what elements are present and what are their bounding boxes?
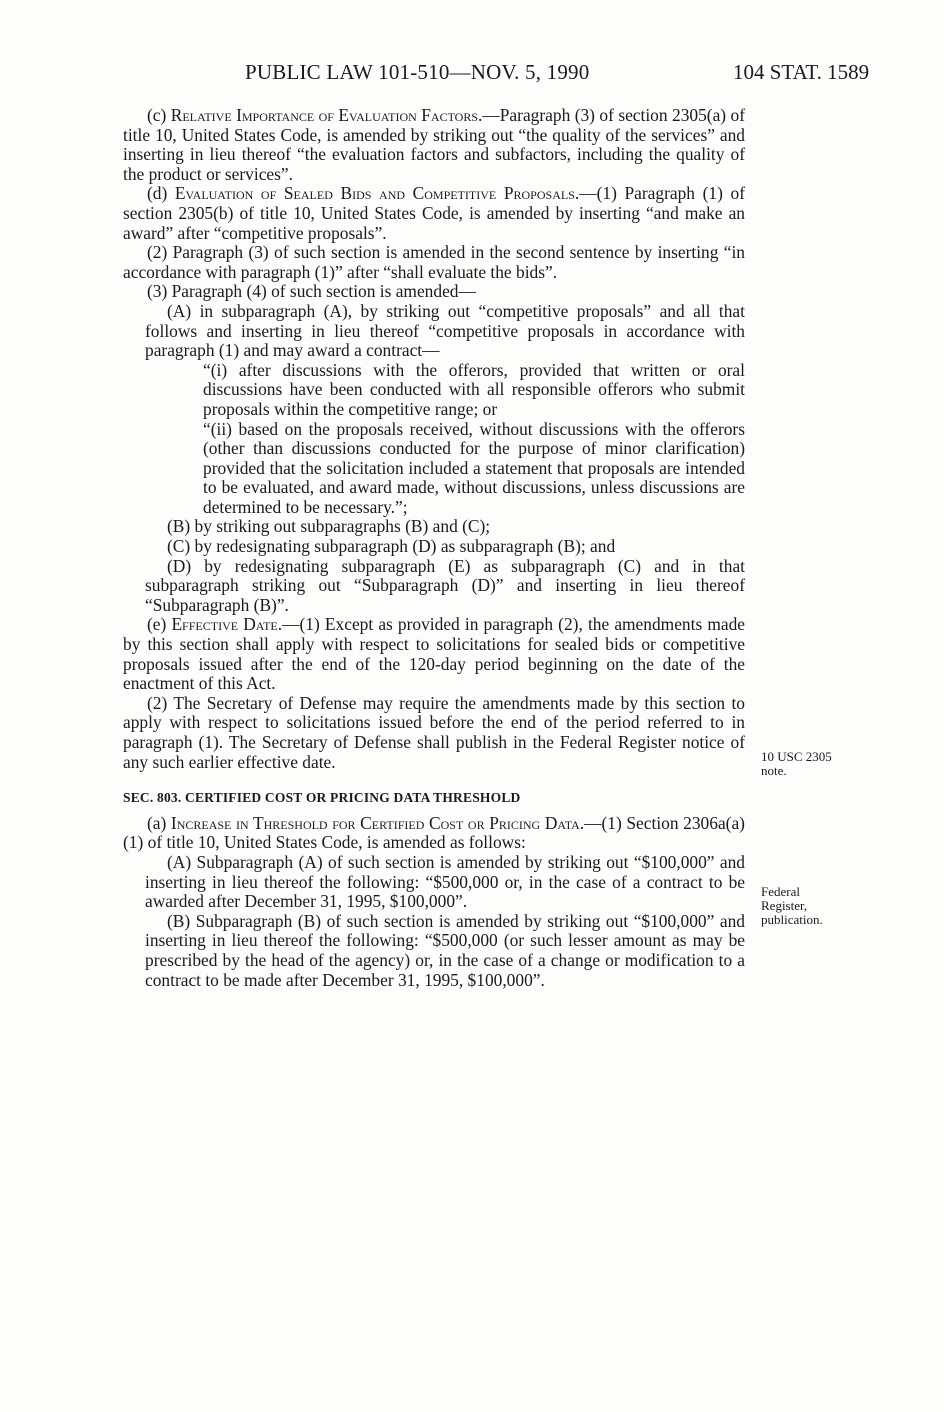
page-header-title: PUBLIC LAW 101-510—NOV. 5, 1990 (245, 60, 590, 84)
paragraph-c: (c) Relative Importance of Evaluation Factors.—Paragraph (3) of section 2305(a) of title 10, United States Code, is amended by striking out “the quality of the services” and inserting in lieu thereof “the evaluation factors and subfactors, including the quality of the product or services”. (123, 105, 745, 184)
paragraph-a-heading: Increase in Threshold for Certified Cost or Pricing Data. (170, 812, 585, 833)
paragraph-d-heading: Evaluation of Sealed Bids and Competitive Proposals. (174, 183, 580, 204)
paragraph-d3C: (C) by redesignating subparagraph (D) as subparagraph (B); and (167, 536, 616, 557)
paragraph-e: (e) Effective Date.—(1) Except as provided in paragraph (2), the amendments made by this section shall apply with respect to solicitations for sealed bids or competitive proposals issued after the end of the 120-day period beginning on the date of the enactment of this Act. (123, 614, 745, 694)
paragraph-a: (a) Increase in Threshold for Certified Cost or Pricing Data.—(1) Section 2306a(a)(1) of title 10, United States Code, is amended as follows: (123, 812, 745, 853)
paragraph-aA: (A) Subparagraph (A) of such section is amended by striking out “$100,000” and inserting in lieu thereof the following: “$500,000 or, in the case of a contract to be awarded after December 31, 1995, $100,000”. (145, 851, 745, 912)
paragraph-d3: (3) Paragraph (4) of such section is amended— (147, 281, 476, 302)
paragraph-d3B: (B) by striking out subparagraphs (B) and (C); (167, 516, 491, 537)
paragraph-c-heading: Relative Importance of Evaluation Factors. (170, 105, 483, 125)
margin-note-usc: 10 USC 2305 note. (761, 749, 832, 778)
paragraph-e2: (2) The Secretary of Defense may require the amendments made by this section to apply with respect to solicitations issued before the end of the period referred to in paragraph (1). The Secretary of Defense shall publish in the Federal Register notice of any such earlier effective date. (123, 692, 745, 772)
document-body (123, 106, 745, 990)
paragraph-d3Aii: “(ii) based on the proposals received, without discussions with the offerors (other than discussions conducted for the purpose of minor clarification) provided that the solicitation included a statement that proposals are intended to be evaluated, and award made, without discussions, unless discussions are determined to be necessary.”; (203, 418, 745, 517)
page-header-stat: 104 STAT. 1589 (733, 60, 870, 84)
paragraph-d3Ai: “(i) after discussions with the offerors, provided that written or oral discussions have been conducted with all responsible offerors who submit proposals within the competitive range; or (203, 359, 745, 419)
paragraph-e-heading: Effective Date. (171, 614, 283, 635)
margin-note-federal-register: Federal Register, publication. (761, 884, 823, 927)
paragraph-d3A: (A) in subparagraph (A), by striking out “competitive proposals” and all that follows and inserting in lieu thereof “competitive proposals in accordance with paragraph (1) and may award a contract— (145, 300, 745, 361)
paragraph-aB: (B) Subparagraph (B) of such section is amended by striking out “$100,000” and inserting in lieu thereof the following: “$500,000 (or such lesser amount as may be prescribed by the head of the agency) or, in the case of a change or modification to a contract to be made after December 31, 1995, $100,000”. (145, 910, 745, 990)
paragraph-d3D: (D) by redesignating subparagraph (E) as subparagraph (C) and in that subparagraph striking out “Subparagraph (D)” and inserting in lieu thereof “Subparagraph (B)”. (145, 555, 745, 615)
paragraph-d: (d) Evaluation of Sealed Bids and Competitive Proposals.—(1) Paragraph (1) of section 2305(b) of title 10, United States Code, is amended by inserting “and make an award” after “competitive proposals”. (123, 183, 745, 243)
paragraph-d2: (2) Paragraph (3) of such section is amended in the second sentence by inserting “in accordance with paragraph (1)” after “shall evaluate the bids”. (123, 242, 745, 282)
section-heading: SEC. 803. CERTIFIED COST OR PRICING DATA THRESHOLD (123, 790, 521, 806)
